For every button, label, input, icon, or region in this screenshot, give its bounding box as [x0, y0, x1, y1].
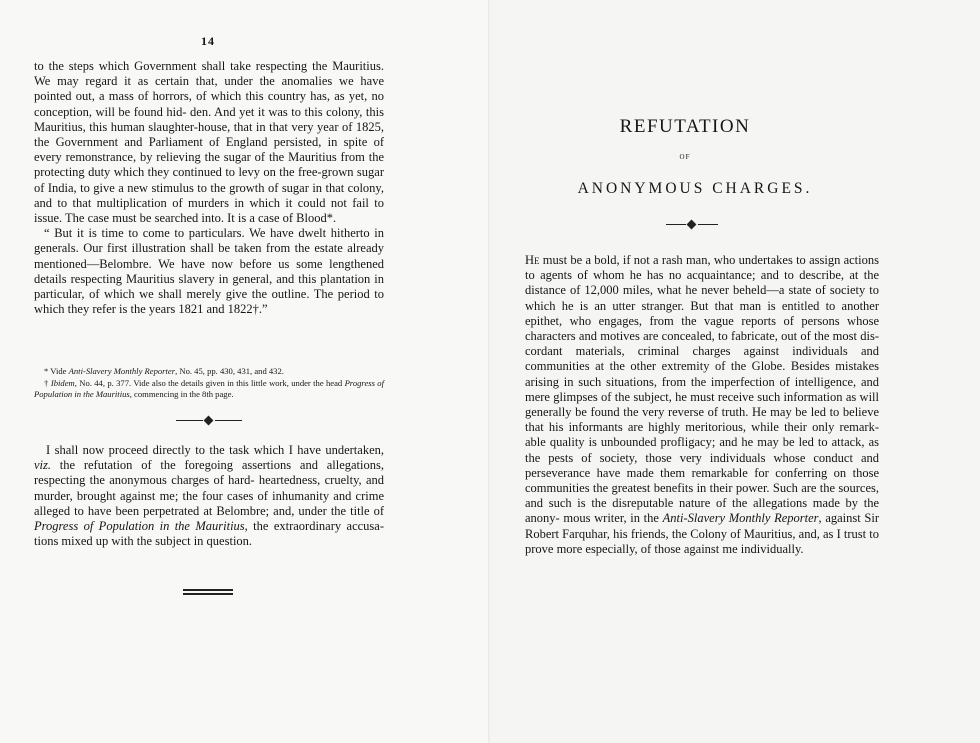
double-rule [183, 589, 233, 595]
chapter-heading: REFUTATION [619, 116, 751, 137]
page-number: 14 [201, 34, 215, 48]
paragraph-bold-man: He must be a bold, if not a rash man, who undertakes to assign actions to agents of whom he has no acquaintance; and to describe, at the distance of 12,000 miles, what he never beheld—a state of society to which he is an utter stranger. But that man is entitled to another epithet, who engages, from the vague reports of persons whose characters and motives are concealed, to fabricate, out of the most dis- cordant materials, criminal charges against individuals and communities at the other extremity of the Globe. Besides mistakes arising in such situations, from the imperfection of intelligence, and mere glimpses of the subject, he must receive such information as will generally be found the very reverse of truth. He may be led to believe that his informants are highly meritorious, while their only remark- able quality is unbounded profligacy; and he may be led to attack, as the pests of society, those very individuals whose conduct and perseverance have made them remarkable for conferring on those communities the greatest benefits in their power. Such are the sources, and such is the disreputable nature of the allegations made by the anony- mous writer, in the Anti-Slavery Monthly Reporter, against Sir Robert Farquhar, his friends, the Colony of Mauritius, and, as I trust to prove more especially, of those against me individually. [525, 253, 879, 556]
heading-ornament [666, 220, 718, 230]
section-ornament [176, 416, 242, 426]
right-body [525, 253, 879, 557]
left-body-top [34, 59, 384, 317]
paragraph-particulars: “ But it is time to come to particulars. We have dwelt hitherto in generals. Our first illustration shall be taken from the estate already mentioned—Belombre. We have now before us some lengthened details respecting Mauritius slavery in general, and this plantation in particular, of which we shall merely give the outline. The period to which they refer is the years 1821 and 1822†.” [34, 226, 384, 317]
paragraph-blood: to the steps which Government shall take respecting the Mauritius. We may regard it as certain that, under the anomalies we have pointed out, a mass of horrors, of which this country has, as yet, no conception, will be found hid- den. And yet it was to this colony, this Mauritius, this human slaughter-house, that in that very year of 1825, the Government and Parliament of England persisted, in spite of every remonstrance, by relieving the sugar of the Mauritius from the protecting duty which they continued to levy on the free-grown sugar of India, to give a new stimulus to the growth of sugar in that colony, and to that multiplication of murders in which it could not fail to issue. The case must be searched into. It is a case of Blood*. [34, 59, 384, 226]
footnotes [34, 366, 384, 401]
right-page [490, 0, 980, 743]
footnote-2: † Ibidem, No. 44, p. 377. Vide also the details given in this little work, under the head Progress of Population in the Mauritius, commencing in the 8th page. [34, 377, 384, 399]
footnote-1: * Vide Anti-Slavery Monthly Reporter, No. 45, pp. 430, 431, and 432. [44, 366, 284, 376]
left-body-bottom [34, 443, 384, 549]
heading-of: OF [679, 153, 691, 161]
chapter-subheading: ANONYMOUS CHARGES. [577, 180, 813, 197]
paragraph-task: I shall now proceed directly to the task which I have undertaken, viz. the refutation of the foregoing assertions and allegations, respecting the anonymous charges of hard- heartedness, cruelty, and murder, brought against me; the four cases of inhumanity and crime alleged to have been perpetrated at Belombre; and, under the title of Progress of Population in the Mauritius, the extraordinary accusa- tions mixed up with the subject in question. [34, 443, 384, 549]
